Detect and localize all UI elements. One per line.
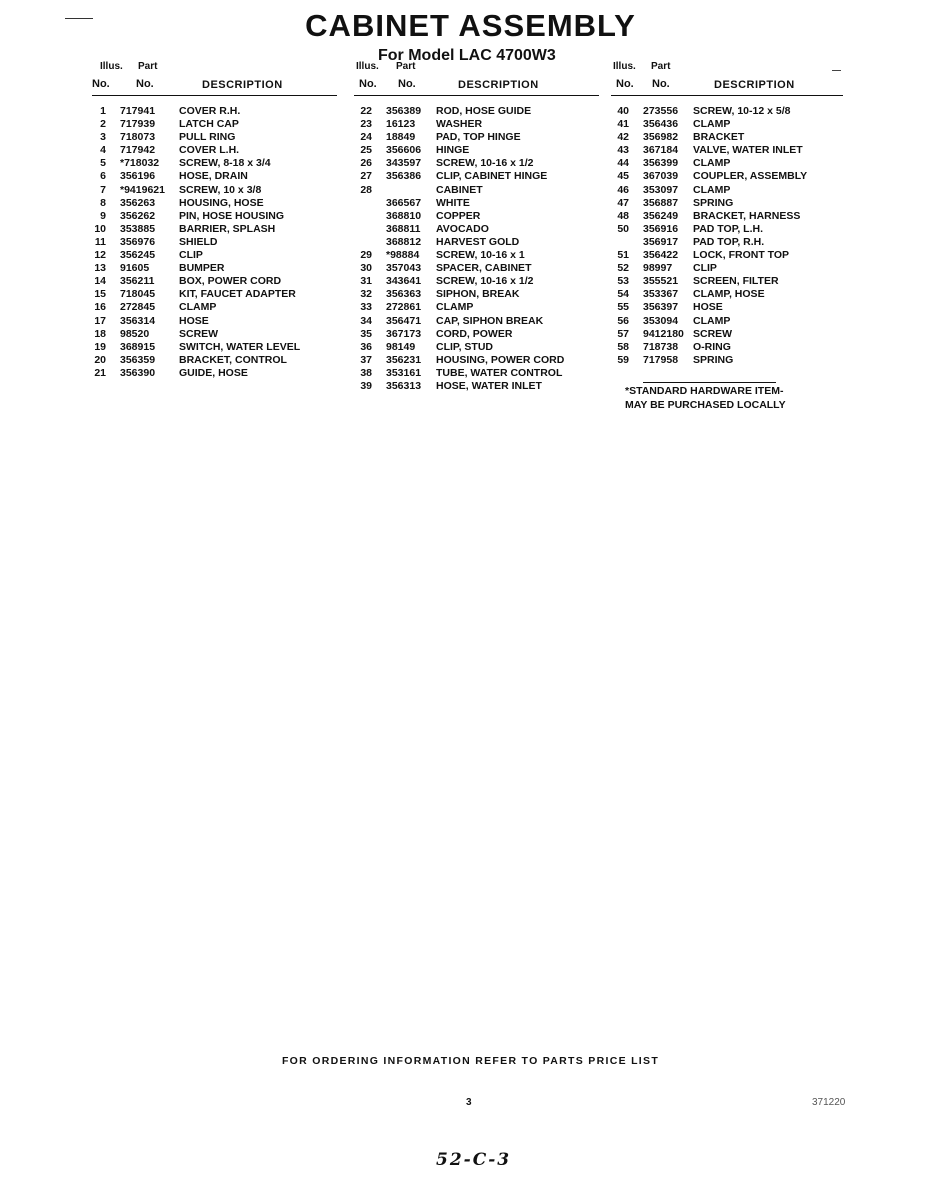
page-title: CABINET ASSEMBLY xyxy=(305,8,636,43)
illus-number: 38 xyxy=(360,366,372,379)
illus-number: 58 xyxy=(617,340,629,353)
illus-number: 32 xyxy=(360,288,372,301)
part-number: 356363 xyxy=(386,288,422,301)
part-number: 355521 xyxy=(643,275,679,288)
part-number: 356390 xyxy=(120,366,156,379)
header-rule xyxy=(92,95,337,96)
part-number: 343597 xyxy=(386,157,422,170)
part-number: 356386 xyxy=(386,170,422,183)
illus-number: 30 xyxy=(360,262,372,275)
part-description: BOX, POWER CORD xyxy=(179,275,282,288)
illus-number: 11 xyxy=(94,235,106,248)
illus-number: 25 xyxy=(360,144,372,157)
part-description: CLAMP xyxy=(693,118,731,131)
illus-number: 23 xyxy=(360,118,372,131)
illus-number: 43 xyxy=(617,144,629,157)
illus-number: 50 xyxy=(617,222,629,235)
header-description: DESCRIPTION xyxy=(714,79,795,91)
part-number: 98520 xyxy=(120,327,150,340)
part-description: AVOCADO xyxy=(436,222,489,235)
part-description: WHITE xyxy=(436,196,470,209)
header-description: DESCRIPTION xyxy=(202,79,283,91)
part-description: WASHER xyxy=(436,118,483,131)
part-number: 718073 xyxy=(120,131,156,144)
part-number: 368812 xyxy=(386,235,422,248)
parts-column-2 xyxy=(354,61,599,392)
part-description: ROD, HOSE GUIDE xyxy=(436,105,532,117)
header-part: Part xyxy=(651,61,671,72)
part-description: SIPHON, BREAK xyxy=(436,288,520,301)
page-number: 3 xyxy=(466,1097,472,1108)
part-description: SCREW xyxy=(179,327,219,340)
part-number: 367173 xyxy=(386,327,422,340)
part-description: CLAMP xyxy=(693,157,731,170)
illus-number: 13 xyxy=(94,262,106,275)
part-number: 356436 xyxy=(643,118,679,131)
illus-number: 35 xyxy=(360,327,372,340)
column-header xyxy=(611,61,843,94)
part-number: 16123 xyxy=(386,118,416,131)
part-description: HARVEST GOLD xyxy=(436,235,520,248)
part-number: *98884 xyxy=(386,249,420,262)
part-number: 353094 xyxy=(643,314,679,327)
part-description: SCREW, 10-16 x 1/2 xyxy=(436,157,534,170)
part-number: 356359 xyxy=(120,353,156,366)
part-number: 717942 xyxy=(120,144,156,157)
note-line-2: MAY BE PURCHASED LOCALLY xyxy=(625,399,786,411)
illus-number: 40 xyxy=(617,105,629,117)
part-number: 718045 xyxy=(120,288,156,301)
part-description: HOSE xyxy=(693,301,723,314)
part-number: 356887 xyxy=(643,196,679,209)
header-description: DESCRIPTION xyxy=(458,79,539,91)
header-illus: Illus. xyxy=(100,61,123,72)
illus-number: 3 xyxy=(100,131,106,144)
ordering-info-footer: FOR ORDERING INFORMATION REFER TO PARTS PRICE LIST xyxy=(281,1055,660,1067)
part-description: COUPLER, ASSEMBLY xyxy=(693,170,808,183)
illus-number: 29 xyxy=(360,249,372,262)
illus-number: 27 xyxy=(360,170,372,183)
illus-number: 7 xyxy=(100,183,106,196)
illus-number: 14 xyxy=(94,275,106,288)
illus-number: 46 xyxy=(617,183,629,196)
header-illus: Illus. xyxy=(613,61,636,72)
illus-number: 33 xyxy=(360,301,372,314)
part-description: COVER L.H. xyxy=(179,144,240,157)
part-number: 357043 xyxy=(386,262,422,275)
part-number: 717958 xyxy=(643,353,679,366)
part-number: 356245 xyxy=(120,249,156,262)
part-description: CLIP xyxy=(693,262,717,275)
part-number: 98149 xyxy=(386,340,416,353)
part-description: CLAMP xyxy=(179,301,217,314)
part-number: 718738 xyxy=(643,340,679,353)
illus-number: 57 xyxy=(617,327,629,340)
illus-number: 8 xyxy=(100,196,106,209)
parts-column-1 xyxy=(92,61,337,379)
illus-number: 26 xyxy=(360,157,372,170)
illus-number: 28 xyxy=(360,183,372,196)
part-description: HOUSING, POWER CORD xyxy=(436,353,565,366)
standard-hardware-note xyxy=(625,384,786,412)
note-line-1: *STANDARD HARDWARE ITEM- xyxy=(625,385,784,397)
part-description: HOUSING, HOSE xyxy=(179,196,264,209)
part-number: 356422 xyxy=(643,249,679,262)
part-number: 356211 xyxy=(120,275,155,288)
part-description: HOSE, WATER INLET xyxy=(436,379,542,392)
part-number: 356982 xyxy=(643,131,679,144)
illus-number: 10 xyxy=(94,222,106,235)
illus-number: 55 xyxy=(617,301,629,314)
part-number: 356263 xyxy=(120,196,156,209)
part-description: PULL RING xyxy=(179,131,236,144)
illus-number: 31 xyxy=(360,275,372,288)
part-number: 353885 xyxy=(120,222,156,235)
part-description: SCREW, 10-12 x 5/8 xyxy=(693,105,791,117)
part-number: 366567 xyxy=(386,196,422,209)
illus-number: 9 xyxy=(100,209,106,222)
part-number: 368915 xyxy=(120,340,156,353)
part-description: CLIP, CABINET HINGE xyxy=(436,170,548,183)
header-part: Part xyxy=(138,61,158,72)
illus-number: 47 xyxy=(617,196,629,209)
part-number: 368810 xyxy=(386,209,422,222)
part-description: CLAMP xyxy=(693,314,731,327)
part-description: SCREW, 10-16 x 1 xyxy=(436,249,525,262)
part-description: SPRING xyxy=(693,196,734,209)
part-number: 717941 xyxy=(120,105,156,117)
illus-number: 39 xyxy=(360,379,372,392)
part-number: 356262 xyxy=(120,209,156,222)
part-number: 356314 xyxy=(120,314,156,327)
header-illus-no: No. xyxy=(359,78,377,90)
part-description: SCREW, 10 x 3/8 xyxy=(179,183,262,196)
part-description: LATCH CAP xyxy=(179,118,239,131)
part-description: CORD, POWER xyxy=(436,327,513,340)
illus-number: 44 xyxy=(617,157,629,170)
illus-number: 53 xyxy=(617,275,629,288)
part-number: 356313 xyxy=(386,379,422,392)
part-number: 343641 xyxy=(386,275,422,288)
column-header xyxy=(354,61,599,94)
illus-number: 37 xyxy=(360,353,372,366)
illus-number: 21 xyxy=(94,366,106,379)
illus-number: 36 xyxy=(360,340,372,353)
illus-number: 18 xyxy=(94,327,106,340)
part-number: 356916 xyxy=(643,222,679,235)
part-number: 18849 xyxy=(386,131,416,144)
part-description: SPRING xyxy=(693,353,734,366)
part-description: GUIDE, HOSE xyxy=(179,366,248,379)
part-description: COPPER xyxy=(436,209,481,222)
header-rule xyxy=(354,95,599,96)
handwritten-annotation: 52-C-3 xyxy=(436,1150,512,1170)
part-description: SWITCH, WATER LEVEL xyxy=(179,340,301,353)
part-description: TUBE, WATER CONTROL xyxy=(436,366,563,379)
part-description: PAD, TOP HINGE xyxy=(436,131,521,144)
header-part-no: No. xyxy=(652,78,670,90)
part-description: PAD TOP, R.H. xyxy=(693,235,765,248)
illus-number: 16 xyxy=(94,301,106,314)
part-description: PAD TOP, L.H. xyxy=(693,222,764,235)
part-description: HINGE xyxy=(436,144,470,157)
part-number: *9419621 xyxy=(120,183,165,196)
part-number: 272845 xyxy=(120,301,156,314)
part-number: 368811 xyxy=(386,222,421,235)
illus-number: 17 xyxy=(94,314,106,327)
part-number: 717939 xyxy=(120,118,156,131)
part-number: 353367 xyxy=(643,288,679,301)
part-number: 98997 xyxy=(643,262,673,275)
part-description: BRACKET xyxy=(693,131,745,144)
part-description: CLAMP xyxy=(436,301,474,314)
part-description: CABINET xyxy=(436,183,483,196)
part-number: 356606 xyxy=(386,144,422,157)
part-description: BARRIER, SPLASH xyxy=(179,222,276,235)
part-description: CLIP, STUD xyxy=(436,340,493,353)
part-number: 273556 xyxy=(643,105,679,117)
illus-number: 41 xyxy=(617,118,629,131)
illus-number: 52 xyxy=(617,262,629,275)
part-description: SCREW xyxy=(693,327,733,340)
part-description: SHIELD xyxy=(179,235,218,248)
illus-number: 15 xyxy=(94,288,106,301)
illus-number: 51 xyxy=(617,249,629,262)
illus-number: 56 xyxy=(617,314,629,327)
part-description: CLAMP xyxy=(693,183,731,196)
part-number: 356231 xyxy=(386,353,422,366)
part-number: *718032 xyxy=(120,157,160,170)
part-number: 356196 xyxy=(120,170,156,183)
illus-number: 19 xyxy=(94,340,106,353)
parts-column-3 xyxy=(611,61,843,366)
illus-number: 42 xyxy=(617,131,629,144)
part-description: HOSE, DRAIN xyxy=(179,170,248,183)
document-code: 371220 xyxy=(812,1097,846,1108)
part-description: BRACKET, HARNESS xyxy=(693,209,801,222)
part-description: CLIP xyxy=(179,249,203,262)
part-description: VALVE, WATER INLET xyxy=(693,144,803,157)
part-description: BUMPER xyxy=(179,262,225,275)
header-rule xyxy=(611,95,843,96)
header-illus-no: No. xyxy=(92,78,110,90)
header-illus-no: No. xyxy=(616,78,634,90)
part-description: KIT, FAUCET ADAPTER xyxy=(179,288,296,301)
illus-number: 45 xyxy=(617,170,629,183)
part-description: SCREEN, FILTER xyxy=(693,275,779,288)
header-part: Part xyxy=(396,61,416,72)
note-rule xyxy=(643,382,776,383)
part-description: BRACKET, CONTROL xyxy=(179,353,287,366)
part-number: 367184 xyxy=(643,144,679,157)
part-description: COVER R.H. xyxy=(179,105,241,117)
part-description: SCREW, 10-16 x 1/2 xyxy=(436,275,534,288)
part-number: 353161 xyxy=(386,366,422,379)
illus-number: 24 xyxy=(360,131,372,144)
illus-number: 1 xyxy=(100,105,106,117)
illus-number: 34 xyxy=(360,314,372,327)
part-description: CLAMP, HOSE xyxy=(693,288,765,301)
part-number: 356249 xyxy=(643,209,679,222)
part-number: 272861 xyxy=(386,301,422,314)
part-number: 356397 xyxy=(643,301,679,314)
illus-number: 22 xyxy=(360,105,372,117)
illus-number: 6 xyxy=(100,170,106,183)
illus-number: 2 xyxy=(100,118,106,131)
part-description: SPACER, CABINET xyxy=(436,262,532,275)
part-number: 356389 xyxy=(386,105,422,117)
column-header xyxy=(92,61,337,94)
part-description: LOCK, FRONT TOP xyxy=(693,249,790,262)
part-description: PIN, HOSE HOUSING xyxy=(179,209,285,222)
illus-number: 4 xyxy=(100,144,106,157)
illus-number: 5 xyxy=(100,157,106,170)
illus-number: 20 xyxy=(94,353,106,366)
part-number: 91605 xyxy=(120,262,150,275)
part-number: 353097 xyxy=(643,183,679,196)
illus-number: 59 xyxy=(617,353,629,366)
part-number: 367039 xyxy=(643,170,679,183)
header-illus: Illus. xyxy=(356,61,379,72)
part-description: O-RING xyxy=(693,340,731,353)
part-number: 356471 xyxy=(386,314,422,327)
illus-number: 48 xyxy=(617,209,629,222)
part-description: HOSE xyxy=(179,314,209,327)
part-description: CAP, SIPHON BREAK xyxy=(436,314,544,327)
part-number: 9412180 xyxy=(643,327,684,340)
part-description: SCREW, 8-18 x 3/4 xyxy=(179,157,271,170)
part-number: 356976 xyxy=(120,235,156,248)
illus-number: 54 xyxy=(617,288,629,301)
illus-number: 12 xyxy=(94,249,106,262)
page-subtitle: For Model LAC 4700W3 xyxy=(378,47,556,64)
header-part-no: No. xyxy=(136,78,154,90)
part-number: 356917 xyxy=(643,235,679,248)
header-part-no: No. xyxy=(398,78,416,90)
part-number: 356399 xyxy=(643,157,679,170)
